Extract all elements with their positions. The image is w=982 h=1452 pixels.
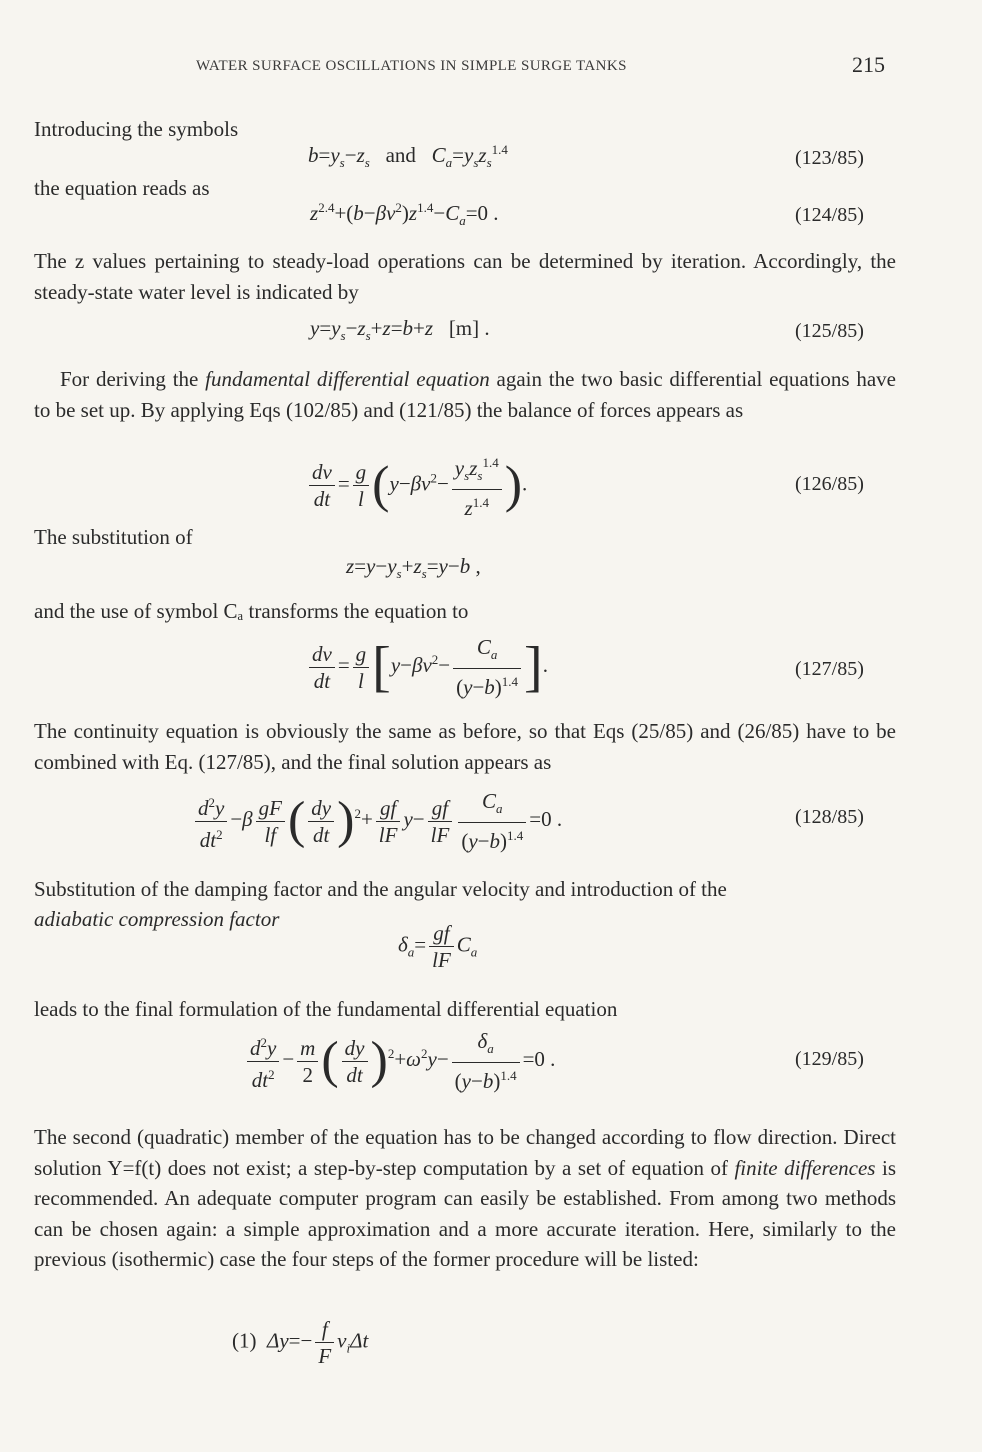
equation-number: (128/85) xyxy=(795,806,864,828)
equation-number: (129/85) xyxy=(795,1048,864,1070)
use-symbol-text: and the use of symbol Cₐ transforms the equation to xyxy=(34,599,469,623)
equation-number: (126/85) xyxy=(795,473,864,495)
reads-as-text: the equation reads as xyxy=(34,176,210,200)
equation-substitution: $z=y-y_s+z_s=y-b$ , xyxy=(346,554,481,582)
paragraph xyxy=(34,246,896,307)
equation-step-1: (1) Δy=− $\frac{f}{F}$ $v_i\Delta t$ xyxy=(232,1317,369,1368)
emphasis: adiabatic compression factor xyxy=(34,907,280,931)
equation-number: (124/85) xyxy=(795,204,864,226)
page-number: 215 xyxy=(852,52,885,77)
equation-123: $b=y_s-z_s$ and $C_a=y_sz_s^{1.4}$ xyxy=(308,142,508,171)
running-header: WATER SURFACE OSCILLATIONS IN SIMPLE SURGE TANKS xyxy=(196,58,627,74)
equation-number: (123/85) xyxy=(795,147,864,169)
equation-124: $z^{2.4}+(b-\beta v^2)z^{1.4}-C_a=0$ . xyxy=(310,200,499,229)
equation-129: $\frac{d^2y}{dt^2}$ − $\frac{m}{2}$ ( $\frac{dy}{dt}$ )$^2+\omega^2y-$ $\frac{\delta_a}{(y-b)^{1.4}}$ =0 . xyxy=(244,1028,555,1094)
paragraph-text: The z values pertaining to steady-load operations can be determined by iteration. Accordingly, the steady-state water level is indicated by xyxy=(34,249,896,304)
substitution-text: The substitution of xyxy=(34,525,193,549)
equation-125: $y=y_s-z_s+z=b+z$ [m] . xyxy=(310,316,490,344)
equation-number: (127/85) xyxy=(795,658,864,680)
leads-to-text: leads to the final formulation of the fundamental differential equation xyxy=(34,997,618,1021)
equation-126: $\frac{dv}{dt}$ = $\frac{g}{l}$ ($y-\beta v^2-$ $\frac{y_sz_s^{1.4}}{z^{1.4}}$ ). xyxy=(306,450,527,521)
paragraph-text: Substitution of the damping factor and the angular velocity and introduction of the xyxy=(34,877,727,901)
paragraph: The second (quadratic) member of the equation has to be changed according to flow direction. Direct solution Y=f(t) does not exist; a step-by-step computation by a set of equation of finite differences is recommended. An adequate computer program can easily be established. From among two methods can be chosen again: a simple approximation and a more accurate iteration. Here, similarly to the previous (isothermic) case the four steps of the former procedure will be listed: xyxy=(34,1125,896,1271)
equation-delta-a: $\delta_a=$ $\frac{gf}{lF}$ $C_a$ xyxy=(398,921,478,972)
paragraph: For deriving the fundamental differential equation again the two basic differential equations have to be set up. By applying Eqs (102/85) and (121/85) the balance of forces appears as xyxy=(34,367,897,422)
emphasis: fundamental differential equation xyxy=(205,367,490,391)
equation-127: $\frac{dv}{dt}$ = $\frac{g}{l}$ [$y-\beta v^2-$ $\frac{C_a}{(y-b)^{1.4}}$ ]. xyxy=(306,634,548,700)
equation-number: (125/85) xyxy=(795,320,864,342)
emphasis: finite differences xyxy=(734,1155,876,1180)
intro-text: Introducing the symbols xyxy=(34,117,239,141)
equation-128: $\frac{d^2y}{dt^2}$ −β $\frac{gF}{lf}$ ( $\frac{dy}{dt}$ )$^2$+ $\frac{gf}{lF}$ y− $\frac{gf}{lF}$ $\frac{C_a}{(y-b)^{1.4}}$ =0 . xyxy=(192,788,562,854)
paragraph: The continuity equation is obviously the same as before, so that Eqs (25/85) and (26/85) have to be combined with Eq. (127/85), and the final solution appears as xyxy=(34,719,896,774)
